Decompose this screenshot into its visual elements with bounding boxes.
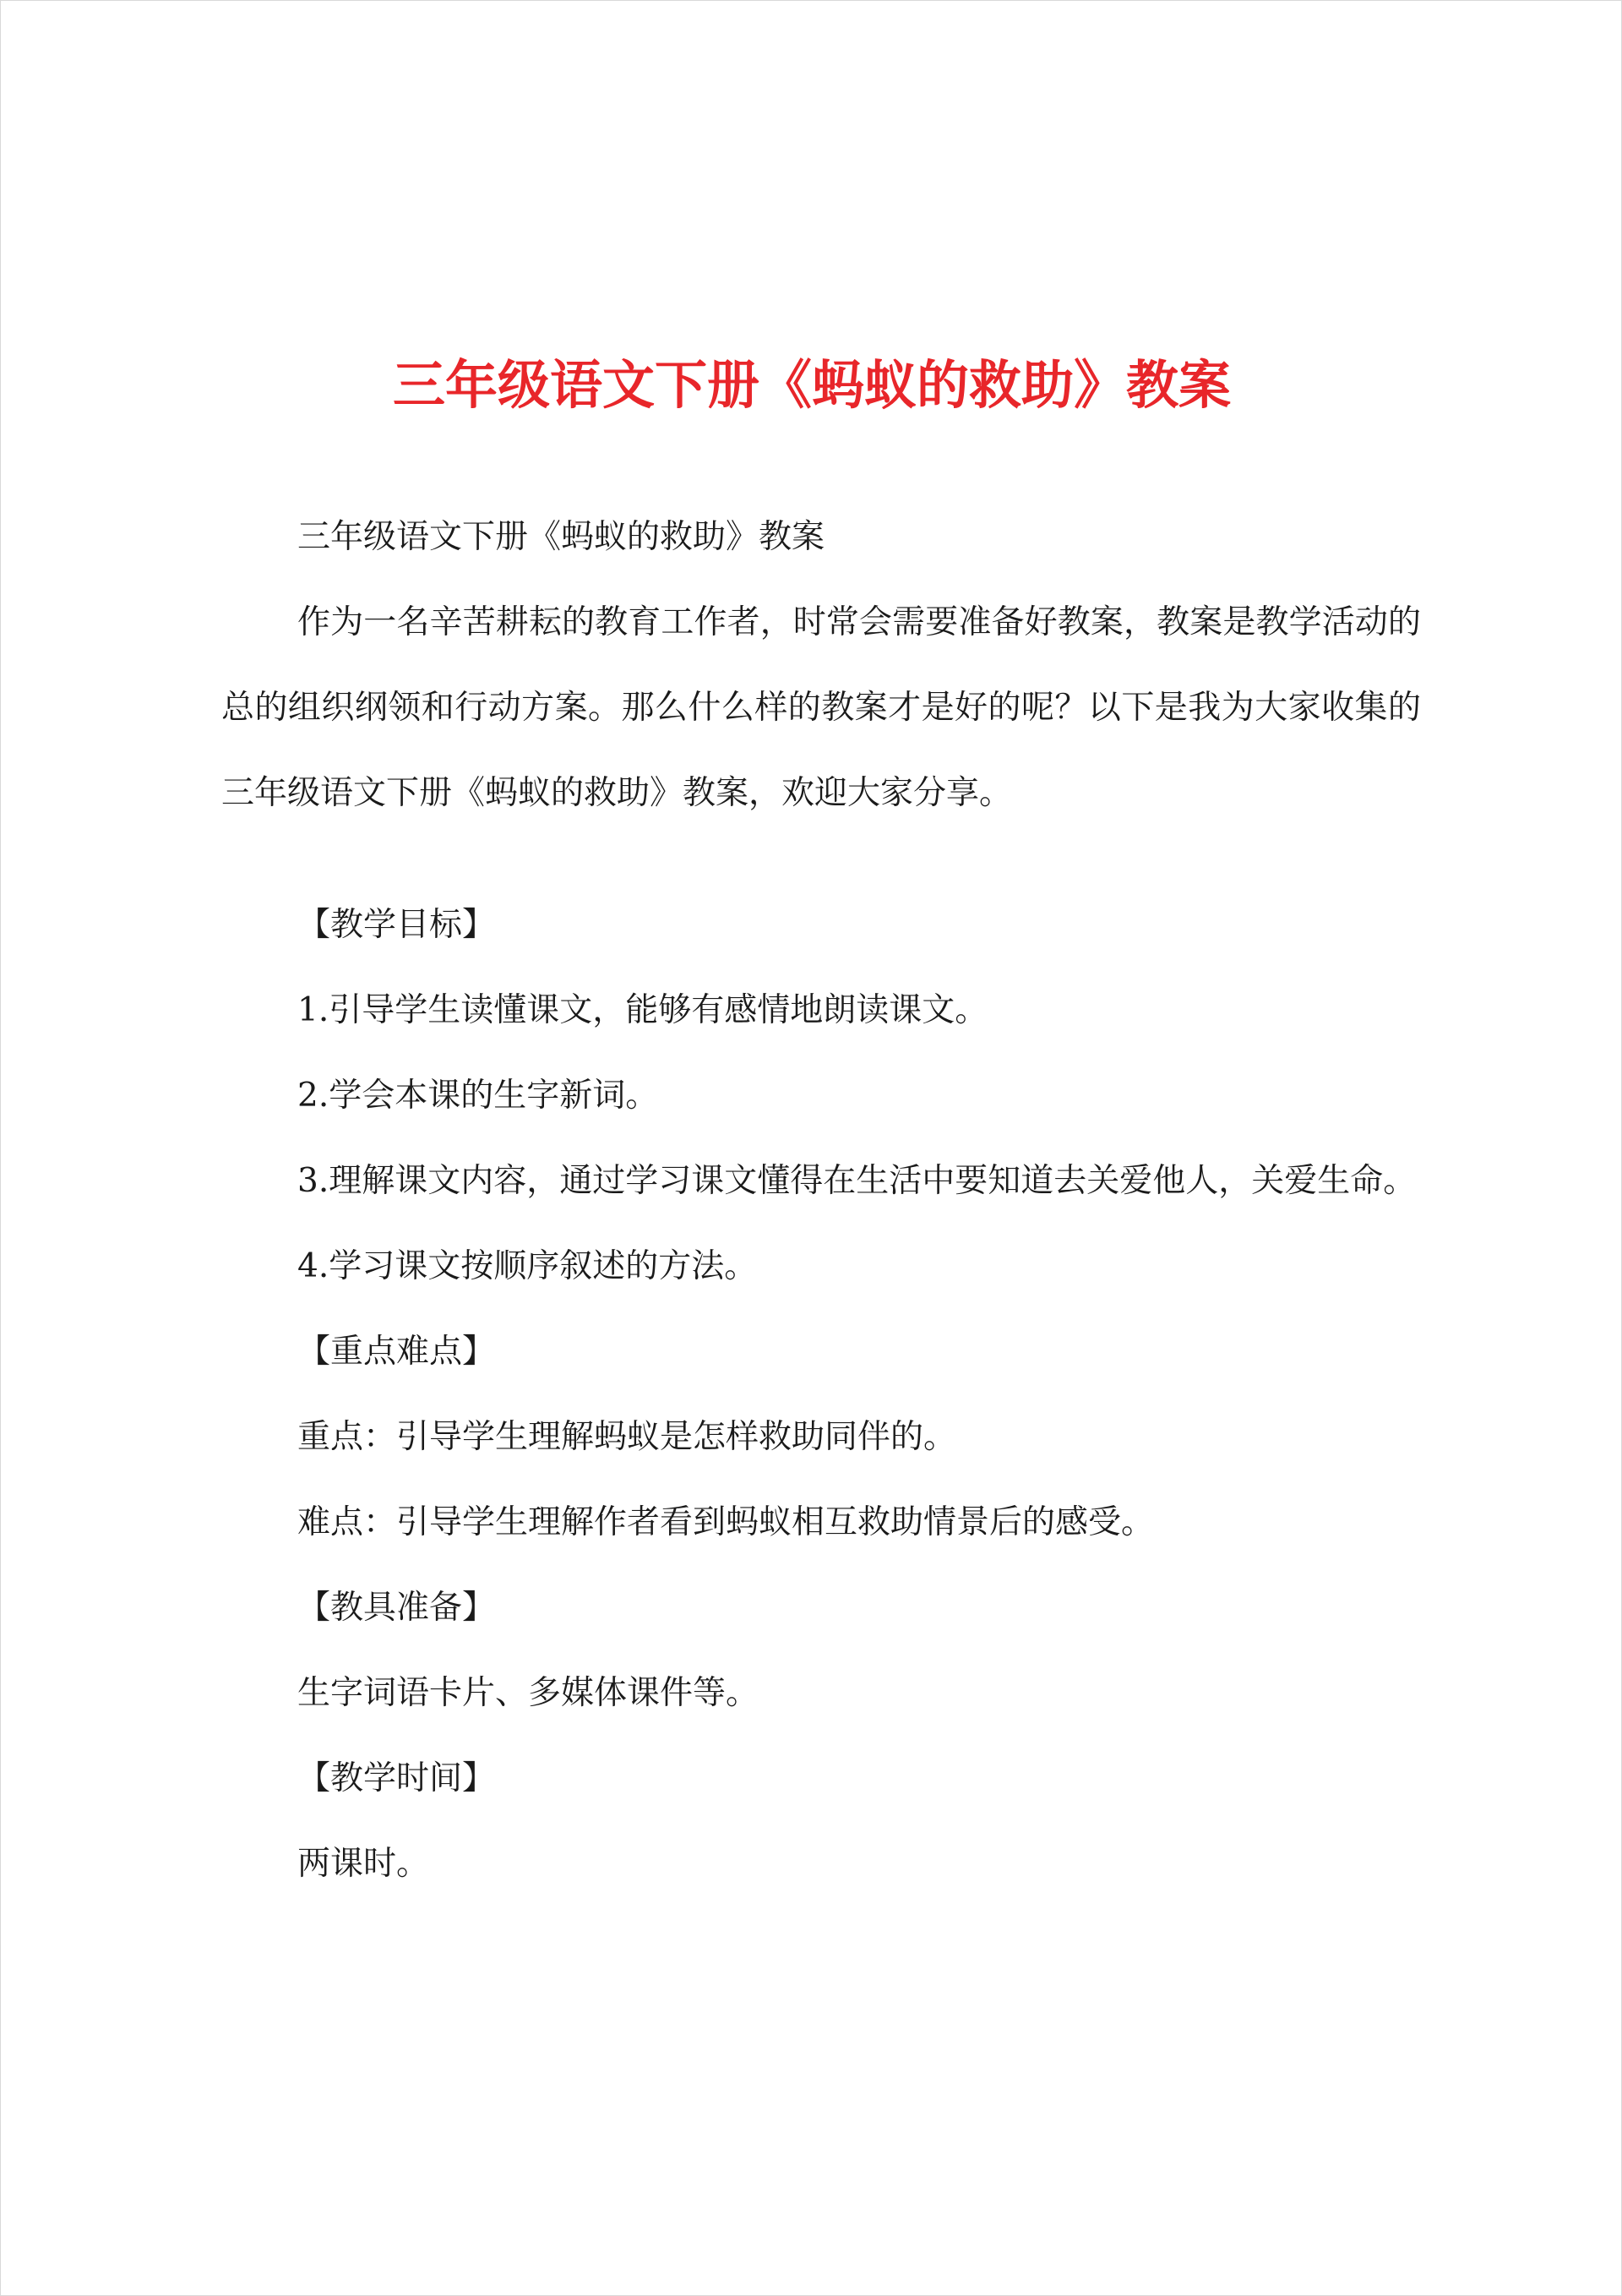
heading-teaching-goals: 【教学目标】 bbox=[297, 906, 496, 944]
difficult-point: 难点：引导学生理解作者看到蚂蚁相互救助情景后的感受。 bbox=[297, 1503, 1155, 1541]
document-title: 三年级语文下册《蚂蚁的救助》教案 bbox=[392, 354, 1231, 416]
heading-teaching-time: 【教学时间】 bbox=[297, 1759, 496, 1797]
teaching-aids-text: 生字词语卡片、多媒体课件等。 bbox=[297, 1674, 759, 1712]
goal-item-3: 3.理解课文内容，通过学习课文懂得在生活中要知道去关爱他人，关爱生命。 bbox=[297, 1162, 1417, 1200]
goal-item-2: 2.学会本课的生字新词。 bbox=[297, 1077, 659, 1115]
paragraph-intro: 作为一名辛苦耕耘的教育工作者，时常会需要准备好教案，教案是教学活动的总的组织纲领和行动方案。那么什么样的教案才是好的呢？以下是我为大家收集的三年级语文下册《蚂蚁的救助》教案，欢迎大家分享。 bbox=[221, 603, 1421, 812]
teaching-time-text: 两课时。 bbox=[297, 1845, 430, 1883]
goal-item-1: 1.引导学生读懂课文，能够有感情地朗读课文。 bbox=[297, 991, 988, 1029]
key-point: 重点：引导学生理解蚂蚁是怎样救助同伴的。 bbox=[297, 1418, 957, 1456]
paragraph-subtitle: 三年级语文下册《蚂蚁的救助》教案 bbox=[297, 518, 825, 556]
document-body bbox=[221, 494, 1421, 1906]
paragraph-gap bbox=[221, 836, 1421, 882]
goal-item-4: 4.学习课文按顺序叙述的方法。 bbox=[297, 1247, 758, 1285]
heading-key-points: 【重点难点】 bbox=[297, 1333, 496, 1371]
heading-teaching-aids: 【教具准备】 bbox=[297, 1589, 496, 1627]
